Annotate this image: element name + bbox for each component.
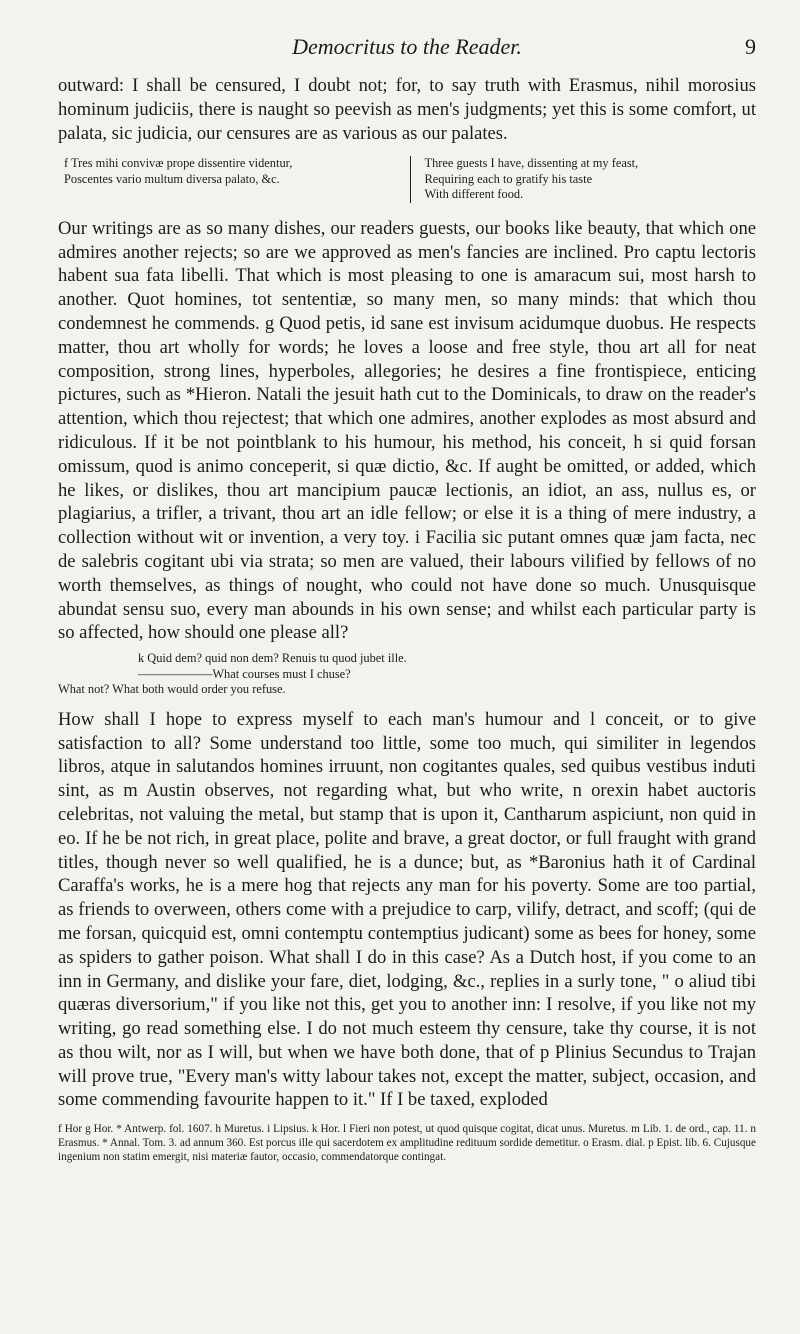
verse-english: [410, 156, 757, 203]
paragraph-2: Our writings are as so many dishes, our readers guests, our books like beauty, that which one admires another rejects; so are we approved as men's fancies are inclined. Pro captu lectoris habent sua fata libelli. That which is most pleasing to one is amaracum sui, most harsh to another. Quot homines, tot sententiæ, so many men, so many minds: that which thou condemnest he commends. g Quod petis, id sane est invisum acidumque duobus. He respects matter, thou art wholly for words; he loves a loose and free style, thou art all for neat composition, strong lines, hyperboles, allegories; he desires a fine frontispiece, enticing pictures, such as *Hieron. Natali the jesuit hath cut to the Dominicals, to draw on the reader's attention, which thou rejectest; that which one admires, another explodes as most absurd and ridiculous. If it be not pointblank to his humour, his method, his conceit, h si quid forsan omissum, quod is animo conceperit, si quæ dictio, &c. If aught be omitted, or added, which he likes, or dislikes, thou art mancipium paucæ lectionis, an idiot, an ass, nullus es, or plagiarius, a trifler, a trivant, thou art an idle fellow; or else it is a thing of mere industry, a collection without wit or invention, a very toy. i Facilia sic putant omnes quæ jam facta, nec de salebris cogitant ubi via strata; so men are valued, their labours vilified by fellows of no worth themselves, as things of nought, who could not have done so much. Unusquisque abundat sensu suo, every man abounds in his own sense; and whilst each particular party is so affected, how should one please all?: [58, 217, 756, 644]
running-title: Democritus to the Reader.: [292, 34, 522, 59]
paragraph-1: outward: I shall be censured, I doubt not; for, to say truth with Erasmus, nihil morosius hominum judiciis, there is naught so peevish as men's judgments; yet this is some comfort, ut palata, sic judicia, our censures are as various as our palates.: [58, 75, 756, 144]
verse-line: Poscentes vario multum diversa palato, &c.: [64, 171, 280, 186]
verse-line: ——————What courses must I chuse?: [138, 666, 351, 681]
verse-line: Requiring each to gratify his taste: [424, 171, 593, 186]
verse-line: f Tres mihi convivæ prope dissentire videntur,: [64, 156, 293, 171]
verse-block-2: [58, 651, 756, 698]
paragraph-3: How shall I hope to express myself to each man's humour and l conceit, or to give satisfaction to all? Some understand too little, some too much, qui similiter in legendos libros, atque in salutandos homines irruunt, non cogitantes quales, sed quibus vestibus induti sint, as m Austin observes, not regarding what, but who write, n orexin habet auctoris celebritas, not valuing the metal, but stamp that is upon it, Cantharum aspiciunt, non quid in eo. If he be not rich, in great place, polite and brave, a great doctor, or full fraught with grand titles, though never so well qualified, he is a dunce; but, as *Baronius hath it of Cardinal Caraffa's works, he is a mere hog that rejects any man for his poverty. Some are too partial, as friends to overween, others come with a prejudice to carp, vilify, detract, and scoff; (qui de me forsan, quicquid est, omni contemptu contemptius judicant) some as bees for honey, some as spiders to gather poison. What shall I do in this case? As a Dutch host, if you come to an inn in Germany, and dislike your fare, diet, lodging, &c., replies in a surly tone, " o aliud tibi quæras diversorium," if you like not this, get you to another inn: I resolve, if you like not my writing, go read something else. I do not much esteem thy censure, take thy course, it is not as thou wilt, nor as I will, but when we have both done, that of p Plinius Secundus to Trajan will prove true, "Every man's witty labour takes not, except the matter, subject, occasion, and some commending favourite happen to it." If I be taxed, exploded: [58, 708, 756, 1111]
verse-latin: [58, 156, 396, 203]
page-number: 9: [745, 34, 756, 59]
verse-line: Three guests I have, dissenting at my feast,: [424, 156, 639, 171]
verse-block-1: [58, 156, 756, 203]
running-header: [58, 34, 756, 74]
verse-line: With different food.: [424, 187, 524, 202]
book-page: [58, 34, 756, 1294]
verse-line: k Quid dem? quid non dem? Renuis tu quod jubet ille.: [138, 651, 407, 666]
footnotes: f Hor g Hor. * Antwerp. fol. 1607. h Muretus. i Lipsius. k Hor. l Fieri non potest, ut quod quisque cogitat, dicat unus. Muretus. m Lib. 1. de ord., cap. 11. n Erasmus. * Annal. Tom. 3. ad annum 360. Est porcus ille qui sacerdotem ex amplitudine redituum sordide demetitur. o Erasm. dial. p Epist. lib. 6. Cujusque ingenium non statim emergit, nisi materiæ fautor, occasio, commendatorque contingat.: [58, 1123, 756, 1164]
verse-line: What not? What both would order you refuse.: [58, 682, 286, 697]
